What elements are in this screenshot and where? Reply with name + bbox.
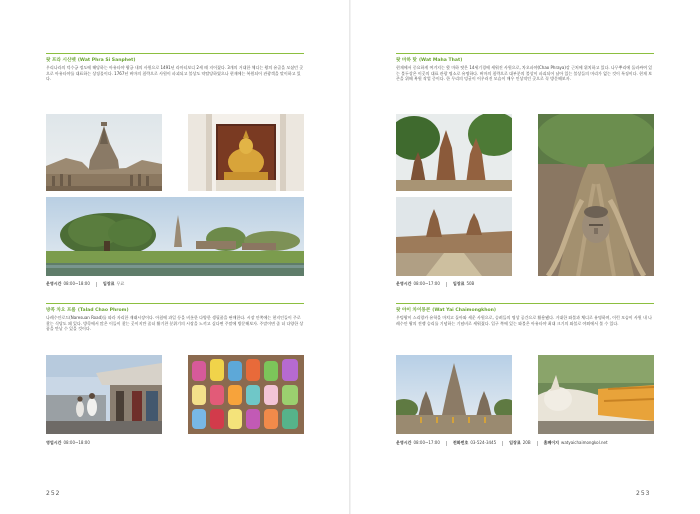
heading-korean: 왓 야이 차이몽콘 (396, 308, 431, 313)
tel-value: 03-524-3445 (470, 440, 497, 445)
section-heading (396, 303, 654, 314)
tel-label: 전화번호 (452, 440, 469, 445)
info-separator (502, 441, 503, 446)
photo-brick-prangs (396, 114, 512, 191)
section-body-text: 나레수안로드(Naresuan Road)를 따라 자리한 재래시장이다. 아침에 과일 등을 비롯한 다양한 생필품을 판매한다. 시장 안쪽에는 현지인들이 주로 찾는 식당도 꽤 있다. 방콕에서 많은 이들이 찾는 곳이지만 좀더 활기찬 분위기의 시장을 느끼고 싶다면 주말에 방문해보자. 주말이면 좀 더 다양한 상품을 만날 수 있을 것이다. (46, 315, 304, 332)
page-number-left: 252 (46, 490, 61, 497)
fee-label: 입장료 (452, 281, 465, 286)
photo-temple-ruins-chedi (46, 114, 162, 191)
heading-korean: 왓 프라 시산펫 (46, 58, 76, 63)
heading-english: (Wat Maha That) (418, 57, 463, 63)
info-line-wat-maha-that (396, 281, 474, 287)
hours-value: 08:00~17:00 (413, 440, 440, 445)
section-heading (396, 53, 654, 64)
photo-temple-chedi-complex (396, 355, 512, 434)
heading-english: (Talad Chao Phrom) (77, 307, 129, 313)
heading-korean: 방콕 차오 프롬 (46, 308, 76, 313)
fee-value: 20B (522, 440, 531, 445)
hours-label: 운영시간 (46, 281, 62, 286)
web-value: watyaichaimongkol.net (561, 440, 608, 445)
info-line-talad-chao-phrom (46, 440, 90, 446)
info-line-wat-phra-si-sanphet (46, 281, 124, 287)
photo-colorful-snacks (188, 355, 304, 434)
info-separator (96, 282, 97, 287)
photo-market-street (46, 355, 162, 434)
photo-buddha-head-tree-roots (538, 114, 654, 276)
heading-english: (Wat Phra Si Sanphet) (77, 57, 136, 63)
section-wat-maha-that (396, 53, 654, 82)
section-heading (46, 53, 304, 64)
hours-label: 영업시간 (46, 440, 62, 445)
photo-reclining-buddha (538, 355, 654, 434)
book-gutter (349, 0, 351, 514)
hours-label: 운영시간 (396, 281, 412, 286)
section-talad-chao-phrom (46, 303, 304, 332)
web-label: 홈페이지 (543, 440, 560, 445)
info-line-wat-yai-chaimongkhon (396, 440, 608, 446)
heading-english: (Wat Yai Chaimongkhon) (432, 307, 497, 313)
fee-label: 입장료 (102, 281, 115, 286)
info-separator (446, 282, 447, 287)
section-body-text: 현재에서 중요하게 여겨지는 왓 마하 탓은 14세기경에 세워진 사원으로, 차오파야(Chao Phraya)강 근처에 위치하고 있다. 나무뿌리에 둘러싸여 있는 불두상은 이곳의 대표 관광 명소로 유명하다. 버마의 침략으로 대부분의 불상이 파괴되어 남아 있는 불상들의 머리가 없는 것이 특징이다. 현재 보존을 위해 복원 작업 중이다. 한 무리의 덩굴이 어우러진 모습이 매우 인상적인 곳으로 꼭 방문해보자. (396, 65, 653, 82)
photo-temple-park-landscape (46, 197, 304, 276)
hours-value: 08:00~18:00 (63, 281, 90, 286)
fee-label: 입장료 (509, 440, 521, 445)
info-separator (446, 441, 447, 446)
info-separator (537, 441, 538, 446)
heading-korean: 왓 마하 탓 (396, 58, 417, 63)
section-body-text: 우텅왕이 스리랑카 유학을 마치고 돌아와 세운 사원으로, 승려들의 명상 공간으로 활용됐다. 거대한 와불과 체디로 유명하며, 이런 모습이 사원 내 나레수안 왕의 전쟁 승리를 기념하는 기념비로 세워졌다. 입구 쪽에 있는 와불은 아유타야 최대 크기의 와불로 야외에서 볼 수 있다. (396, 315, 652, 326)
section-heading (46, 303, 304, 314)
hours-value: 08:00~18:00 (63, 440, 90, 445)
photo-ruins-pathway (396, 197, 512, 276)
hours-value: 08:00~17:00 (413, 281, 440, 286)
page-number-right: 253 (636, 490, 651, 497)
hours-label: 운영시간 (396, 440, 412, 445)
photo-golden-buddha (188, 114, 304, 191)
fee-value: 무료 (116, 281, 125, 286)
section-body-text: 우리나라의 덕수궁 정도에 해당하는 아유타야 왕궁 내의 사원으로 1491년 라마티보디 2세 때 지어졌다. 3개의 거대한 체디는 왕의 유골을 모셨던 곳으로 아유타야를 대표하는 상징물이다. 1767년 버마의 침략으로 사원이 파괴되고 불상도 약탈당하였으나 현재에는 복원되어 관광객을 맞이하고 있다. (46, 65, 304, 82)
section-wat-phra-si-sanphet (46, 53, 304, 82)
fee-value: 50B (466, 281, 475, 286)
section-wat-yai-chaimongkhon (396, 303, 654, 326)
